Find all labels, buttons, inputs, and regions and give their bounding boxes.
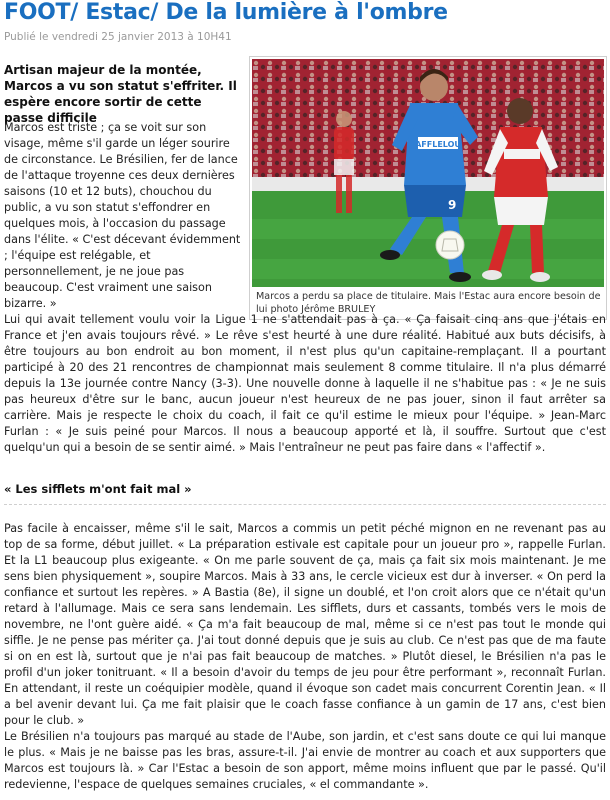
photo-frame <box>249 56 607 320</box>
article-subheading: « Les sifflets m'ont fait mal » <box>4 482 192 496</box>
article-paragraph-column: Marcos est triste ; ça se voit sur son visage, même s'il garde un léger sourire de circonstance. Le Brésilien, fer de lance de l'attaque troyenne ces deux dernières saisons (10 et 12 buts), chouchou du public, a vu son statut s'effondrer en quelques mois, à l'occasion du passage dans l'élite. « C'est décevant évidemment ; l'équipe est relégable, et personnellement, je ne joue pas beaucoup. C'est vraiment une saison bizarre. » <box>4 121 241 310</box>
publication-date: Publié le vendredi 25 janvier 2013 à 10H41 <box>4 31 232 43</box>
article-paragraph-3: Le Brésilien n'a toujours pas marqué au stade de l'Aube, son jardin, et c'est sans doute ce qui lui manque le plus. « Mais je ne baisse pas les bras, assure-t-il. J'ai envie de montrer au coach et aux supporters que Marcos est toujours là. » Car l'Estac a besoin de son apport, même moins influent que par le passé. Qu'il redevienne, l'espace de quelques semaines cruciales, « el commandante ». <box>4 730 606 791</box>
match-photo <box>252 59 604 287</box>
article-paragraph-1: Lui qui avait tellement voulu voir la Ligue 1 ne s'attendait pas à ça. « Ça faisait cinq ans que j'étais en France et j'en avais toujours rêvé. » Le rêve s'est heurté à une dure réalité. Habitué aux buts décisifs, à être toujours au bon endroit au bon moment, il n'est plus qu'un capitaine-remplaçant. Il a pourtant participé à 20 des 21 rencontres de championnat mais seulement 8 comme titulaire. Il n'a plus démarré depuis la 13e journée contre Nancy (3-3). Une nouvelle donne à laquelle il ne s'habitue pas : « Je ne suis pas heureux d'être sur le banc, aucun joueur n'est heureux de ne pas jouer, sinon il faut arrêter sa carrière. Mais je respecte le choix du coach, il fait ce qu'il estime le mieux pour l'équipe. » Jean-Marc Furlan : « Je suis peiné pour Marcos. Il nous a beaucoup apporté et là, il souffre. Surtout que c'est quelqu'un qui a besoin de se sentir aimé. » Mais l'entraîneur ne peut pas faire dans « l'affectif ». <box>4 313 606 454</box>
article-body-lower <box>4 521 606 793</box>
article-lead: Artisan majeur de la montée, Marcos a vu son statut s'effriter. Il espère encore sortir de cette passe difficile <box>4 63 237 125</box>
football <box>436 231 464 259</box>
article-paragraph-2: Pas facile à encaisser, même s'il le sait, Marcos a commis un petit péché mignon en ne revenant pas au top de sa forme, début juillet. « La préparation estivale est capitale pour un joueur pro », rappelle Furlan. Et la L1 beaucoup plus exigeante. « On me parle souvent de ça, mais ça fait six mois maintenant. Je me sens bien physiquement », soupire Marcos. Mais à 33 ans, le cercle vicieux est dur à inverser. « On perd la confiance et surtout les repères. » A Bastia (8e), il signe un doublé, et l'on croit alors que ce n'était qu'un retard à l'allumage. Mais ce sera sans lendemain. Les sifflets, durs et cassants, tombés vers le mois de novembre, ne l'ont guère aidé. « Ça m'a fait beaucoup de mal, même si ce n'est pas tout le monde qui siffle. Je ne pense pas mériter ça. J'ai tout donné depuis que je suis au club. Ce n'est pas que de ma faute si on en est là, surtout que je n'ai pas fait beaucoup de matches. » Plutôt diesel, le Brésilien n'a pas le profil d'un joker tonitruant. « Il a besoin d'avoir du temps de jeu pour être performant », reconnaît Furlan. En attendant, il reste un coéquipier modèle, quand il évoque son cadet mais concurrent Corentin Jean. « Il a bel avenir devant lui. Ça me fait plaisir que le coach fasse confiance à un gamin de 17 ans, c'est bien pour le club. » <box>4 522 606 727</box>
article-title: FOOT/ Estac/ De la lumière à l'ombre <box>4 0 448 25</box>
match-photo-illustration <box>252 59 604 287</box>
shorts-number: 9 <box>448 198 457 212</box>
photo-caption: Marcos a perdu sa place de titulaire. Mais l'Estac aura encore besoin de lui photo Jérôme BRULEY <box>256 291 601 315</box>
section-divider <box>4 504 606 505</box>
shirt-sponsor: AFFLELOU <box>415 140 461 149</box>
